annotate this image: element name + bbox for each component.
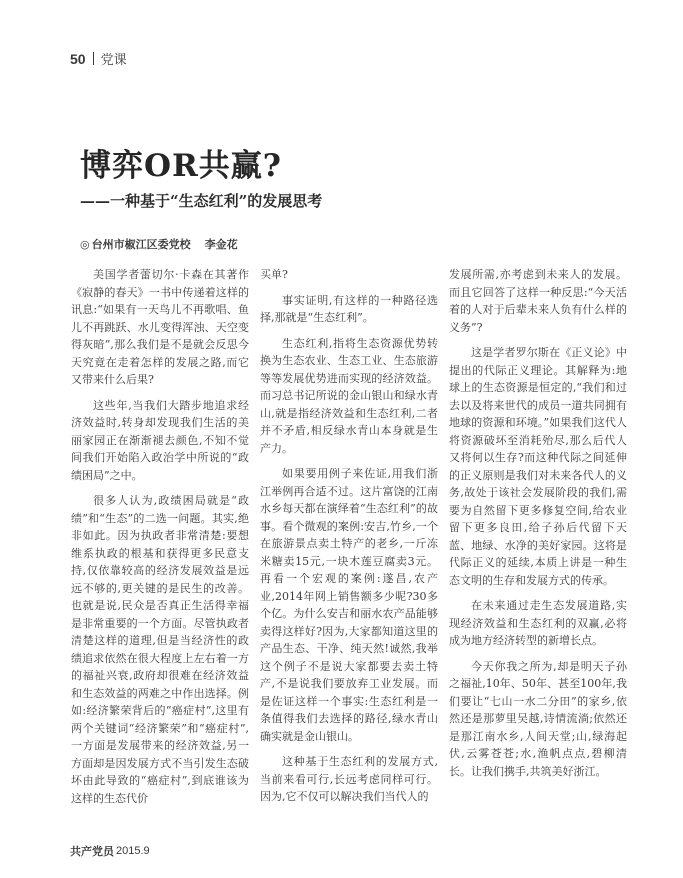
paragraph: 很多人认为,政绩困局就是“政绩”和“生态”的二选一问题。其实,绝非如此。因为执政者非常清楚:要想维系执政的根基和获得更多民意支持,仅依靠较高的经济发展效益是远远不够的,更关键的是民生的改善。也就是说,民众是否真正生活得幸福是非常重要的一个方面。尽管执政者清楚这样的道理,但是当经济性的政绩追求依然在很大程度上左右着一方的福祉兴衰,政府却很难在经济效益和生态效益的两难之中作出选择。例如:经济繁荣背后的“癌症村”,这里有两个关键词“经济繁荣”和“癌症村”,一方面是发展带来的经济效益,另一方面却是因发展方式不当引发生态破坏由此导致的“癌症村”,到底谁该为这样的生态代价 (71, 494, 249, 805)
author-name: 李金花 (204, 238, 238, 251)
section-label: 党课 (100, 53, 127, 68)
text-column-1 (71, 266, 249, 815)
paragraph-continued: 买单? (260, 268, 288, 281)
paragraph: 在未来通过走生态发展道路,实现经济效益和生态红利的双赢,必将成为地方经济转型的新增长点。 (449, 599, 627, 647)
paragraph: 这种基于生态红利的发展方式,当前来看可行,长远考虑同样可行。因为,它不仅可以解决我们当代人的 (260, 755, 438, 803)
byline (80, 236, 238, 252)
magazine-logo: 共产党员 (70, 845, 114, 858)
page-header (70, 49, 127, 68)
paragraph: 生态红利,指将生态资源优势转换为生态农业、生态工业、生态旅游等等发展优势进而实现的经济效益。而习总书记所说的金山银山和绿水青山,就是指经济效益和生态红利,二者并不矛盾,相反绿水青山本身就是生产力。 (260, 336, 438, 455)
issue-date: 2015.9 (116, 845, 150, 857)
page-footer (70, 843, 150, 859)
paragraph: 事实证明,有这样的一种路径选择,那就是“生态红利”。 (260, 293, 438, 324)
paragraph: 如果要用例子来佐证,用我们浙江举例再合适不过。这片富饶的江南水乡每天都在演绎着“生态红利”的故事。看个微观的案例:安吉,竹乡,一个在旅游景点卖土特产的老乡,一斤冻米糖卖15元,一块木莲豆腐卖3元。再看一个宏观的案例:遂昌,农产业,2014年网上销售额多少呢?30多个亿。为什么安吉和丽水农产品能够卖得这样好?因为,大家都知道这里的产品生态、干净、纯天然!诚然,我举这个例子不是说大家都要去卖土特产,不是说我们要放弃工业发展。而是佐证这样一个事实:生态红利是一条值得我们去选择的路径,绿水青山确实就是金山银山。 (260, 467, 438, 743)
paragraph: 这些年,当我们大踏步地追求经济效益时,转身却发现我们生活的美丽家园正在渐渐褪去颜色,不知不觉间我们开始陷入政治学中所说的“政绩困局”之中。 (71, 398, 249, 482)
article-title: 博弈OR共赢? (80, 148, 282, 184)
paragraph-continued: 发展所需,亦考虑到未来人的发展。而且它回答了这样一种反思:“今天活着的人对于后辈未来人负有什么样的义务”? (449, 268, 627, 334)
text-column-2 (260, 266, 438, 814)
byline-mark-icon: ◎ (80, 238, 90, 251)
author-organization: 台州市椒江区委党校 (91, 238, 191, 251)
paragraph: 这是学者罗尔斯在《正义论》中提出的代际正义理论。其解释为:地球上的生态资源是恒定的,“我们和过去以及将来世代的成员一道共同拥有地球的资源和环境。”如果我们这代人将资源破坏至消耗殆尽,那么后代人又将何以生存?而这种代际之间延伸的正义原则是我们对未来各代人的义务,故处于该社会发展阶段的我们,需要为自然留下更多修复空间,给农业留下更多良田,给子孙后代留下天蓝、地绿、水净的美好家园。这将是代际正义的延续,本质上讲是一种生态文明的生存和发展方式的传承。 (449, 346, 627, 587)
text-column-3 (449, 266, 627, 788)
page-number: 50 (70, 50, 86, 67)
paragraph: 美国学者蕾切尔·卡森在其著作《寂静的春天》一书中传递着这样的讯息:“如果有一天鸟儿不再歌唱、鱼儿不再跳跃、水儿变得浑浊、天空变得灰暗”,那么我们是不是就会反思今天究竟在走着怎样的发展之路,而它又带来什么后果? (71, 268, 249, 386)
article-subtitle: ——一种基于“生态红利”的发展思考 (80, 192, 323, 210)
header-divider (93, 52, 94, 65)
paragraph: 今天你我之所为,却是明天子孙之福祉,10年、50年、甚至100年,我们要让“七山一水二分田”的家乡,依然还是那萝里吴越,诗情流淌;依然还是那江南水乡,人间天堂;山,绿海起伏,云雾苍苍;水,渔帆点点,碧柳清长。让我们携手,共筑美好浙江。 (449, 659, 627, 778)
